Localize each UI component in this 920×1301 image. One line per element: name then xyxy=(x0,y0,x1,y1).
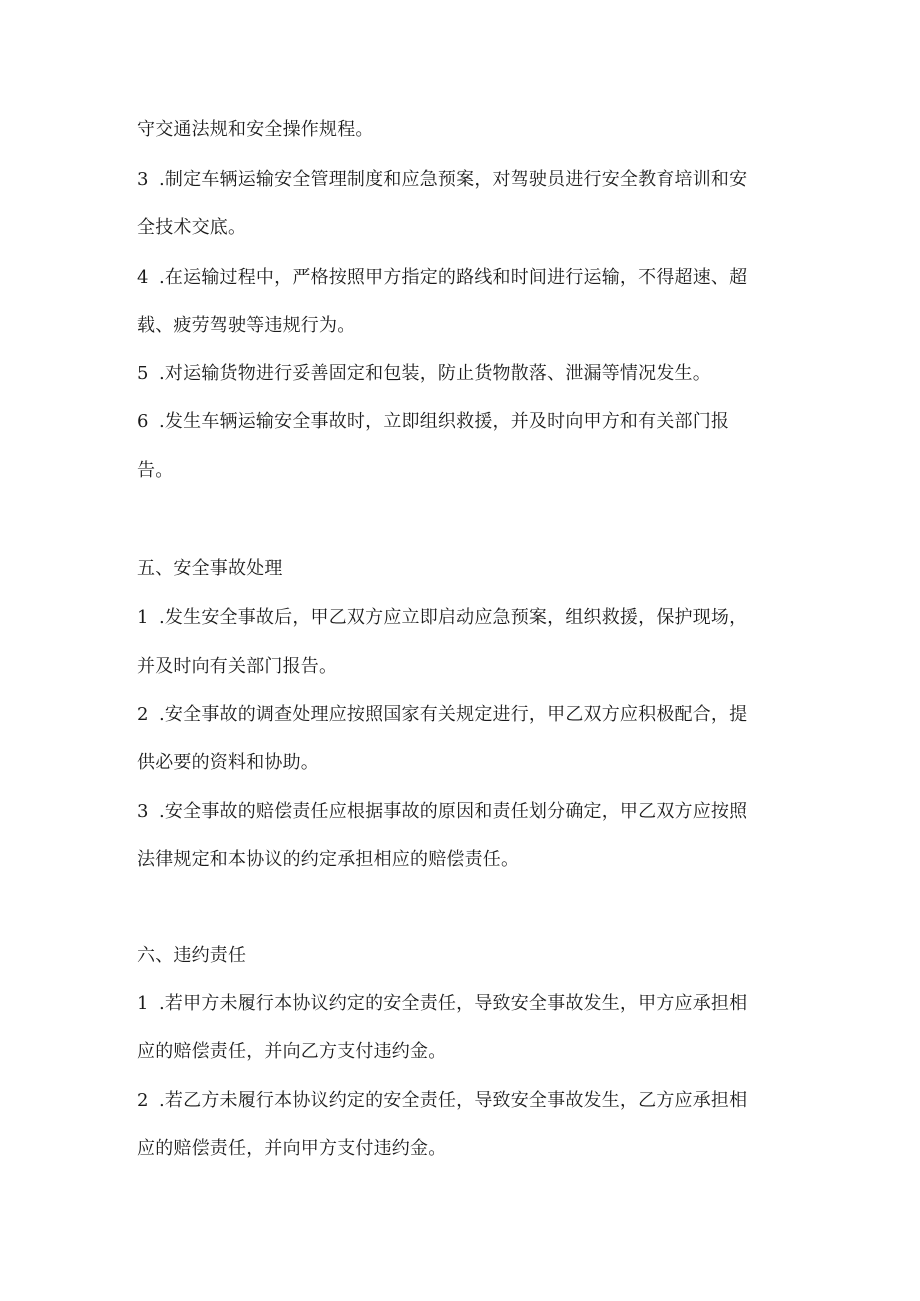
item-number: 1 xyxy=(137,993,149,1014)
list-item xyxy=(137,703,777,727)
item-number: 1 xyxy=(137,607,149,628)
item-text: .发生车辆运输安全事故时，立即组织救援，并及时向甲方和有关部门报 xyxy=(159,411,730,432)
item-text-continued: 应的赔偿责任，并向乙方支付违约金。 xyxy=(137,1041,447,1062)
item-number: 6 xyxy=(137,411,149,432)
item-text: .若乙方未履行本协议约定的安全责任，导致安全事故发生，乙方应承担相 xyxy=(159,1090,748,1111)
item-text: .安全事故的赔偿责任应根据事故的原因和责任划分确定，甲乙双方应按照 xyxy=(159,801,748,822)
item-text-continued: 载、疲劳驾驶等违规行为。 xyxy=(137,315,356,336)
item-text-continued: 告。 xyxy=(137,460,174,481)
section-heading: 五、安全事故处理 xyxy=(137,558,283,579)
item-number: 4 xyxy=(137,267,149,288)
item-text: .对运输货物进行妥善固定和包装，防止货物散落、泄漏等情况发生。 xyxy=(159,363,711,384)
item-number: 3 xyxy=(137,801,149,822)
item-text-continued: 供必要的资料和协助。 xyxy=(137,752,319,773)
item-number: 2 xyxy=(137,704,149,725)
item-text: .若甲方未履行本协议约定的安全责任，导致安全事故发生，甲方应承担相 xyxy=(159,993,748,1014)
item-text: .安全事故的调查处理应按照国家有关规定进行，甲乙双方应积极配合，提 xyxy=(159,704,748,725)
list-item xyxy=(137,266,777,290)
list-item xyxy=(137,1089,777,1113)
section-heading: 六、违约责任 xyxy=(137,945,247,966)
item-text: .发生安全事故后，甲乙双方应立即启动应急预案，组织救援，保护现场， xyxy=(159,607,748,628)
list-item xyxy=(137,410,777,434)
item-number: 5 xyxy=(137,363,149,384)
item-text-continued: 全技术交底。 xyxy=(137,217,247,238)
list-item xyxy=(137,992,777,1016)
item-text-continued: 并及时向有关部门报告。 xyxy=(137,656,338,677)
list-item xyxy=(137,362,777,386)
item-text-continued: 应的赔偿责任，并向甲方支付违约金。 xyxy=(137,1138,447,1159)
list-item xyxy=(137,606,777,630)
continuation-text: 守交通法规和安全操作规程。 xyxy=(137,119,374,140)
item-text: .制定车辆运输安全管理制度和应急预案，对驾驶员进行安全教育培训和安 xyxy=(159,169,748,190)
item-number: 3 xyxy=(137,169,149,190)
list-item xyxy=(137,168,777,192)
list-item xyxy=(137,800,777,824)
item-text: .在运输过程中，严格按照甲方指定的路线和时间进行运输，不得超速、超 xyxy=(159,267,748,288)
item-text-continued: 法律规定和本协议的约定承担相应的赔偿责任。 xyxy=(137,849,520,870)
item-number: 2 xyxy=(137,1090,149,1111)
